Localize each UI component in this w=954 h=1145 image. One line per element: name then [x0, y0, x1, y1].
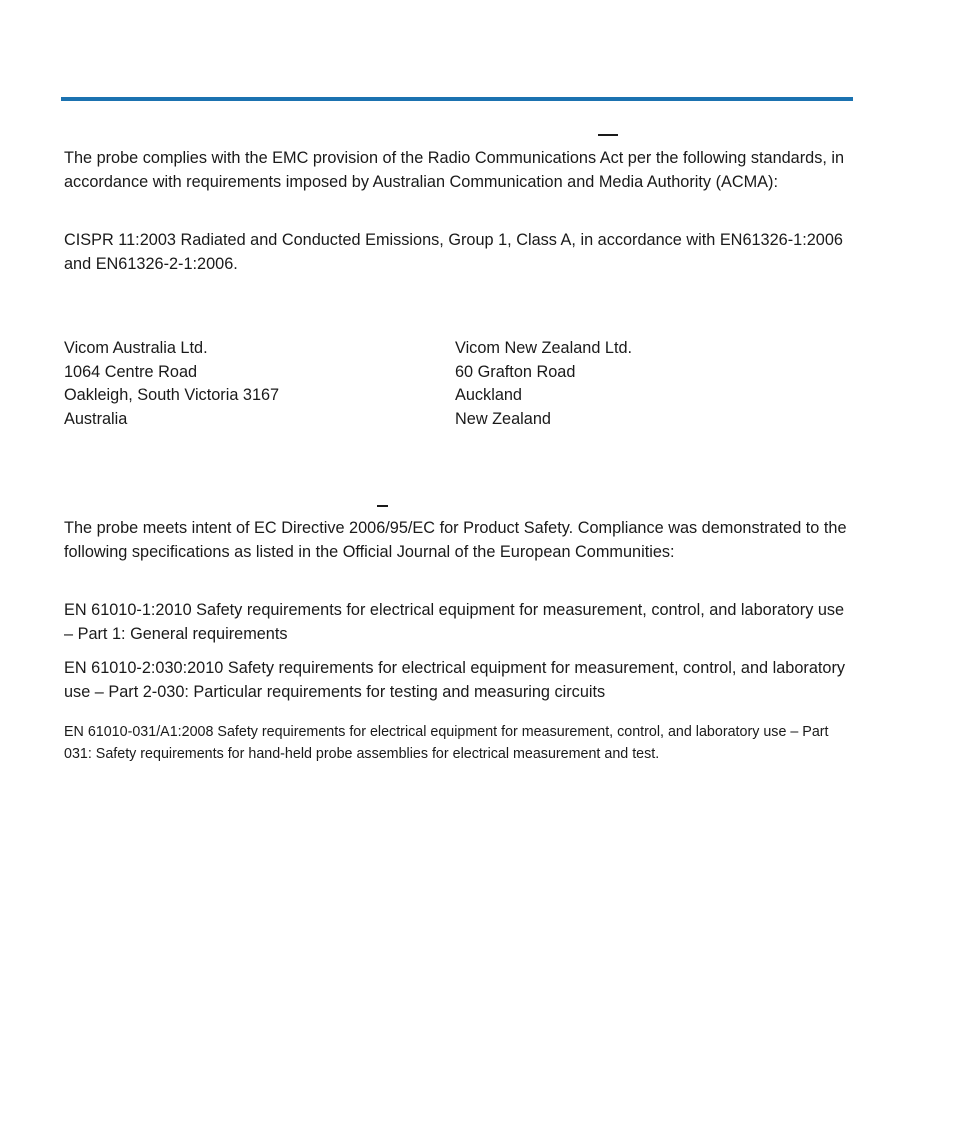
safety-standard-part031: EN 61010-031/A1:2008 Safety requirements for electrical equipment for measurement, control, and laboratory use – Part 031: Safety requirements for hand-held probe assemblies for electrical measurement and test. — [64, 724, 829, 762]
heading-dash — [598, 134, 618, 136]
address-street: 60 Grafton Road — [455, 362, 576, 381]
address-city: Auckland — [455, 386, 522, 404]
header-rule — [61, 97, 853, 101]
address-country: New Zealand — [455, 409, 551, 428]
address-company: Vicom New Zealand Ltd. — [455, 339, 633, 357]
safety-intro-paragraph: The probe meets intent of EC Directive 2006/95/EC for Product Safety. Compliance was demonstrated to the following specifications as listed in the Official Journal of the European Communities: — [64, 519, 847, 561]
address-country: Australia — [64, 409, 128, 428]
address-city: Oakleigh, South Victoria 3167 — [64, 386, 280, 404]
address-street: 1064 Centre Road — [64, 362, 198, 381]
safety-standard-part2-030: EN 61010-2:030:2010 Safety requirements for electrical equipment for measurement, control, and laboratory use – Part 2-030: Particular requirements for testing and measuring circuits — [64, 659, 846, 701]
address-australia — [64, 337, 279, 431]
safety-standard-part1: EN 61010-1:2010 Safety requirements for electrical equipment for measurement, control, and laboratory use – Part 1: General requirements — [64, 601, 845, 643]
emc-standard-paragraph: CISPR 11:2003 Radiated and Conducted Emissions, Group 1, Class A, in accordance with EN61326-1:2006 and EN61326-2-1:2006. — [64, 231, 843, 273]
emc-intro-paragraph: The probe complies with the EMC provision of the Radio Communications Act per the following standards, in accordance with requirements imposed by Australian Communication and Media Authority (ACMA): — [64, 149, 845, 191]
address-new-zealand — [455, 337, 632, 431]
address-company: Vicom Australia Ltd. — [64, 339, 208, 357]
heading-dash — [377, 505, 388, 507]
